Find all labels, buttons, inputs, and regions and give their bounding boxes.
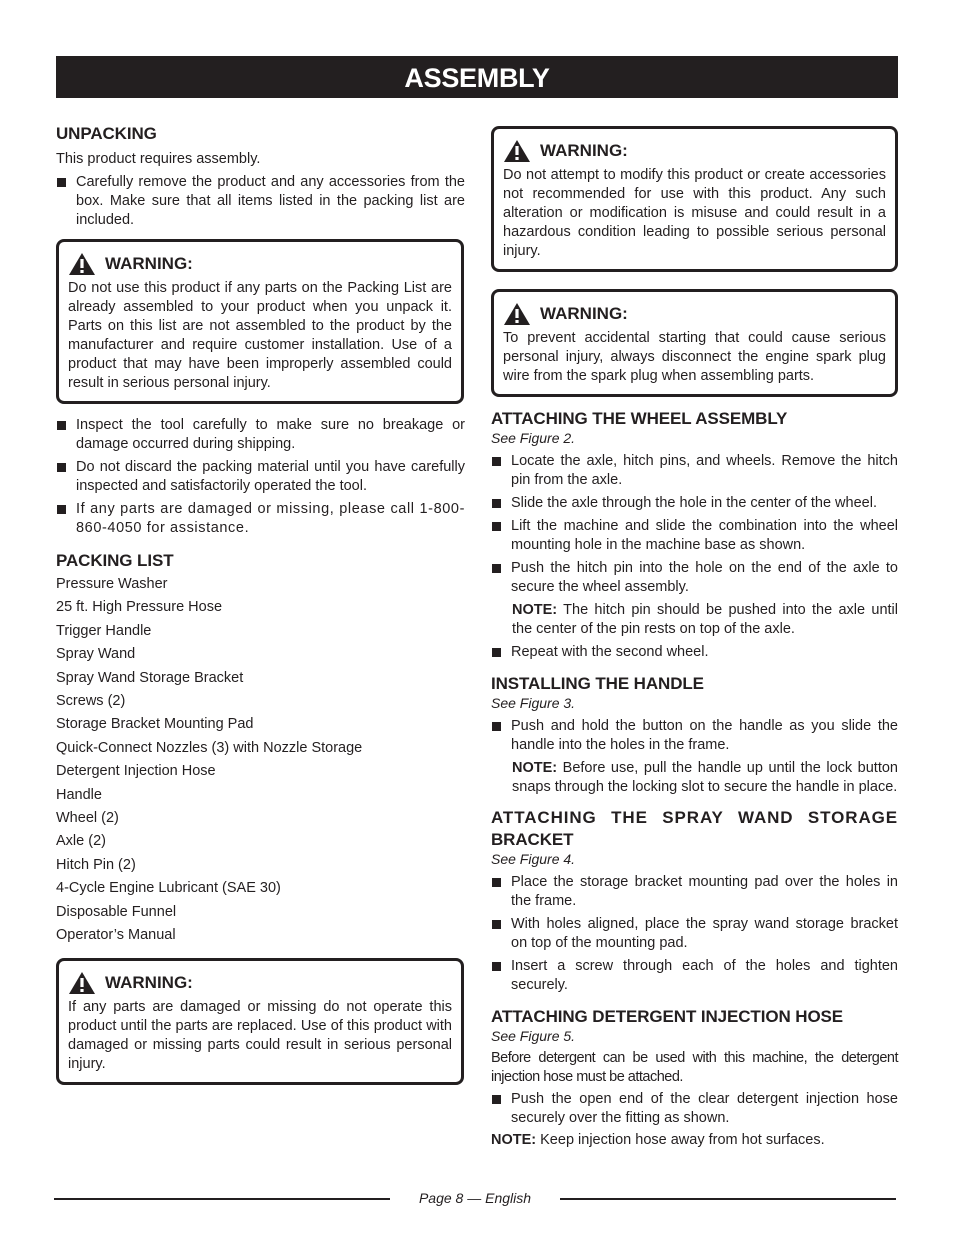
packing-list (56, 573, 465, 948)
warning-label: WARNING: (540, 304, 628, 323)
unpacking-list-2 (56, 416, 465, 538)
left-column (56, 124, 465, 1085)
warning-header (68, 252, 452, 276)
warning-label: WARNING: (105, 972, 193, 992)
detergent-intro: Before detergent can be used with this machine, the detergent injection hose must be attached. (491, 1050, 898, 1085)
list-item: Screws (2) (56, 693, 126, 710)
warning-text: Do not attempt to modify this product or create accessories not recommended for use with this product. Any such alteration or modification is misuse and could result in a hazardous condition leading to possible serious personal injury. (503, 167, 886, 259)
list-item: Trigger Handle (56, 622, 152, 639)
figure-ref: See Figure 2. (491, 430, 576, 446)
wheel-steps (491, 452, 898, 597)
warning-triangle-icon (68, 971, 96, 995)
page-footer (54, 1188, 896, 1208)
bracket-heading-line2: BRACKET (491, 830, 574, 849)
list-item: Pressure Washer (56, 576, 168, 592)
list-item: Inspect the tool carefully to make sure no breakage or damage occurred during shipping. (56, 416, 465, 454)
page-number: Page 8 — English (418, 1190, 532, 1206)
warning-header (503, 139, 886, 163)
right-column (491, 126, 898, 1150)
list-item: Carefully remove the product and any accessories from the box. Make sure that all items listed in the packing list are included. (56, 173, 465, 230)
bracket-steps (491, 873, 898, 995)
list-item: 4-Cycle Engine Lubricant (SAE 30) (56, 880, 281, 897)
list-item: Axle (2) (56, 833, 106, 850)
note-label: NOTE: (512, 602, 558, 618)
list-item: Locate the axle, hitch pins, and wheels. Remove the hitch pin from the axle. (491, 452, 898, 490)
warning-text: If any parts are damaged or missing do not operate this product until the parts are replaced. Use of this product with damaged or missing parts could result in serious personal injury. (68, 998, 452, 1072)
warning-header (68, 971, 452, 995)
page-title: ASSEMBLY (404, 63, 550, 93)
list-item: If any parts are damaged or missing, please call 1-800-860-4050 for assistance. (56, 500, 465, 538)
unpacking-list-1 (56, 173, 465, 230)
warning-triangle-icon (68, 252, 96, 276)
footer-rule-right (560, 1198, 896, 1200)
warning-triangle-icon (503, 302, 531, 326)
list-item: Wheel (2) (56, 810, 119, 827)
detergent-heading: ATTACHING DETERGENT INJECTION HOSE (491, 1007, 844, 1026)
detergent-steps (491, 1090, 898, 1128)
warning-header (503, 302, 886, 326)
list-item: Disposable Funnel (56, 903, 177, 920)
list-item: Insert a screw through each of the holes and tighten securely. (491, 957, 898, 995)
list-item: Push and hold the button on the handle as you slide the handle into the holes in the frame. (491, 717, 898, 755)
note-text: Before use, pull the handle up until the lock button snaps through the locking slot to secure the handle in place. (512, 760, 898, 795)
detergent-note (491, 1131, 898, 1150)
packing-list-heading: PACKING LIST (56, 551, 174, 570)
list-item: Do not discard the packing material until you have carefully inspected and satisfactorily operated the tool. (56, 458, 465, 496)
figure-ref: See Figure 3. (491, 695, 576, 711)
wheel-steps-2 (491, 643, 898, 662)
list-item: Repeat with the second wheel. (491, 643, 898, 662)
list-item: 25 ft. High Pressure Hose (56, 599, 223, 616)
figure-ref: See Figure 5. (491, 1028, 576, 1044)
warning-text: To prevent accidental starting that could cause serious personal injury, always disconnect the engine spark plug wire from the spark plug when assembling parts. (503, 330, 886, 384)
note-text: The hitch pin should be pushed into the axle until the center of the pin rests on top of the axle. (512, 602, 898, 637)
list-item: Operator’s Manual (56, 927, 176, 944)
wheel-heading: ATTACHING THE WHEEL ASSEMBLY (491, 409, 788, 428)
handle-note (491, 759, 898, 797)
list-item: Spray Wand Storage Bracket (56, 669, 244, 686)
warning-label: WARNING: (105, 254, 193, 273)
footer-rule-left (54, 1198, 390, 1200)
list-item: Detergent Injection Hose (56, 763, 216, 780)
list-item: Slide the axle through the hole in the center of the wheel. (491, 494, 898, 513)
warning-triangle-icon (503, 139, 531, 163)
note-text: Keep injection hose away from hot surfaces. (536, 1132, 825, 1148)
list-item: Place the storage bracket mounting pad over the holes in the frame. (491, 873, 898, 911)
unpacking-heading: UNPACKING (56, 124, 157, 143)
list-item: Spray Wand (56, 646, 136, 663)
list-item: Lift the machine and slide the combination into the wheel mounting hole in the machine base as shown. (491, 517, 898, 555)
section-banner (56, 56, 898, 98)
handle-heading: INSTALLING THE HANDLE (491, 674, 704, 693)
unpacking-intro: This product requires assembly. (56, 151, 261, 167)
list-item: Hitch Pin (2) (56, 856, 136, 873)
note-label: NOTE: (512, 760, 558, 776)
list-item: With holes aligned, place the spray wand storage bracket on top of the mounting pad. (491, 915, 898, 953)
list-item: Push the hitch pin into the hole on the end of the axle to secure the wheel assembly. (491, 559, 898, 597)
warning-box-packing (56, 958, 464, 1085)
wheel-note (491, 601, 898, 639)
warning-box-spark-plug (491, 289, 898, 397)
list-item: Handle (56, 786, 102, 803)
list-item: Storage Bracket Mounting Pad (56, 716, 254, 733)
warning-box-modify (491, 126, 898, 272)
figure-ref: See Figure 4. (491, 851, 576, 867)
warning-box-unpacking (56, 239, 464, 404)
list-item: Quick-Connect Nozzles (3) with Nozzle Storage (56, 739, 363, 756)
note-label: NOTE: (491, 1132, 537, 1148)
warning-label: WARNING: (540, 141, 628, 160)
list-item: Push the open end of the clear detergent injection hose securely over the fitting as shown. (491, 1090, 898, 1128)
handle-steps (491, 717, 898, 755)
bracket-heading: ATTACHING THE SPRAY WAND STORAGE (491, 808, 898, 827)
warning-text: Do not use this product if any parts on the Packing List are already assembled to your product when you unpack it. Parts on this list are not assembled to the product by the manufacturer and require customer installation. Use of a product that may have been improperly assembled could result in serious personal injury. (68, 280, 452, 391)
